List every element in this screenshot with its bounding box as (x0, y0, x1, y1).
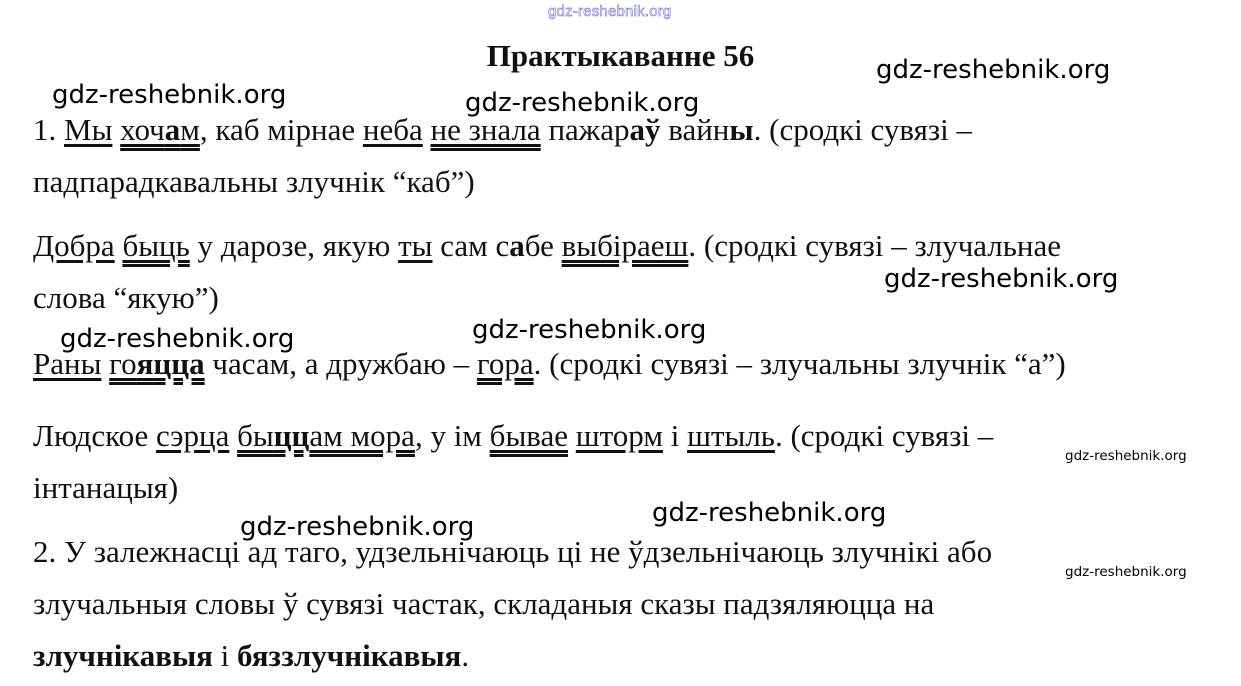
stress-mark: а (164, 112, 181, 147)
text: . (сродкі сувязі – злучальны злучнік “а”) (533, 346, 1066, 381)
paragraph-2-line-2: слова “якую”) (33, 280, 219, 315)
text: пажар (540, 112, 630, 147)
text: . (461, 638, 470, 673)
page-title: Практыкаванне 56 (486, 38, 755, 73)
paragraph-5-line-3 (33, 630, 1223, 682)
text (101, 346, 109, 381)
paragraph-5 (33, 526, 1223, 682)
watermark: gdz-reshebnik.org (1065, 564, 1187, 580)
predicate: м (180, 112, 200, 147)
watermark: gdz-reshebnik.org (465, 88, 700, 118)
predicate: цца (153, 346, 205, 381)
paragraph-4-line-2: інтанацыя) (33, 470, 179, 505)
subject: ты (398, 228, 433, 263)
paragraph-3-line-1 (33, 338, 1223, 390)
predicate: быць (122, 228, 190, 263)
text: . (сродкі сувязі – (774, 418, 994, 453)
paragraph-4-line-1 (33, 410, 1223, 462)
text: , у ім (414, 418, 490, 453)
subject: неба (362, 112, 423, 147)
stress-mark: аў (629, 112, 661, 147)
paragraph-2 (33, 220, 1223, 324)
bold-term: бяззлучнікавыя (237, 638, 462, 673)
text: у дарозе, якую (189, 228, 399, 263)
paragraph-4 (33, 410, 1223, 514)
watermark: gdz-reshebnik.org (876, 55, 1111, 85)
text (229, 418, 237, 453)
subject: Мы (64, 112, 113, 147)
watermark: gdz-reshebnik.org (240, 512, 475, 542)
subject: сэрца (156, 418, 230, 453)
text: часам, а дружбаю – (204, 346, 477, 381)
subject: Добра (33, 228, 115, 263)
predicate: бывае (489, 418, 569, 453)
subject: Раны (33, 346, 102, 381)
top-watermark: gdz-reshebnik.org (548, 3, 672, 20)
watermark: gdz-reshebnik.org (652, 498, 887, 528)
text: вайн (660, 112, 730, 147)
paragraph-5-line-1: 2. У залежнасці ад таго, удзельнічаюць ці не ўдзельнічаюць злучнікі або (33, 534, 993, 569)
text: . (сродкі сувязі – (753, 112, 972, 147)
text: Людское (33, 418, 157, 453)
paragraph-1-line-2: падпарадкавальны злучнік “каб”) (33, 164, 475, 199)
bold-term: злучнікавыя (33, 638, 213, 673)
text: сам с (432, 228, 510, 263)
item-number: 1. (33, 112, 64, 147)
text: . (сродкі сувязі – злучальнае (688, 228, 1062, 263)
paragraph-1 (33, 104, 1223, 208)
predicate: гора (476, 346, 534, 381)
subject: штыль (687, 418, 775, 453)
paragraph-1-line-1 (33, 104, 1223, 156)
text: , каб мірнае (199, 112, 363, 147)
paragraph-5-line-2: злучальныя словы ў сувязі частак, складаныя сказы падзяляюцца на (33, 586, 935, 621)
watermark: gdz-reshebnik.org (1065, 448, 1187, 464)
text (423, 112, 431, 147)
stress-mark: цц (273, 418, 310, 453)
text: і (212, 638, 238, 673)
paragraph-2-line-1 (33, 220, 1223, 272)
watermark: gdz-reshebnik.org (472, 315, 707, 345)
predicate: выбіраеш (561, 228, 689, 263)
watermark: gdz-reshebnik.org (52, 80, 287, 110)
subject: шторм (575, 418, 663, 453)
predicate: бы (237, 418, 274, 453)
predicate: не знала (430, 112, 541, 147)
text: бе (524, 228, 562, 263)
stress-mark: а (509, 228, 525, 263)
stress-mark: я (136, 346, 154, 381)
predicate: го (109, 346, 137, 381)
paragraph-3 (33, 338, 1223, 390)
watermark: gdz-reshebnik.org (60, 324, 295, 354)
predicate: хоч (120, 112, 165, 147)
text (568, 418, 576, 453)
stress-mark: ы (729, 112, 754, 147)
predicate: ам мора (309, 418, 415, 453)
text: і (662, 418, 688, 453)
watermark: gdz-reshebnik.org (884, 264, 1119, 294)
